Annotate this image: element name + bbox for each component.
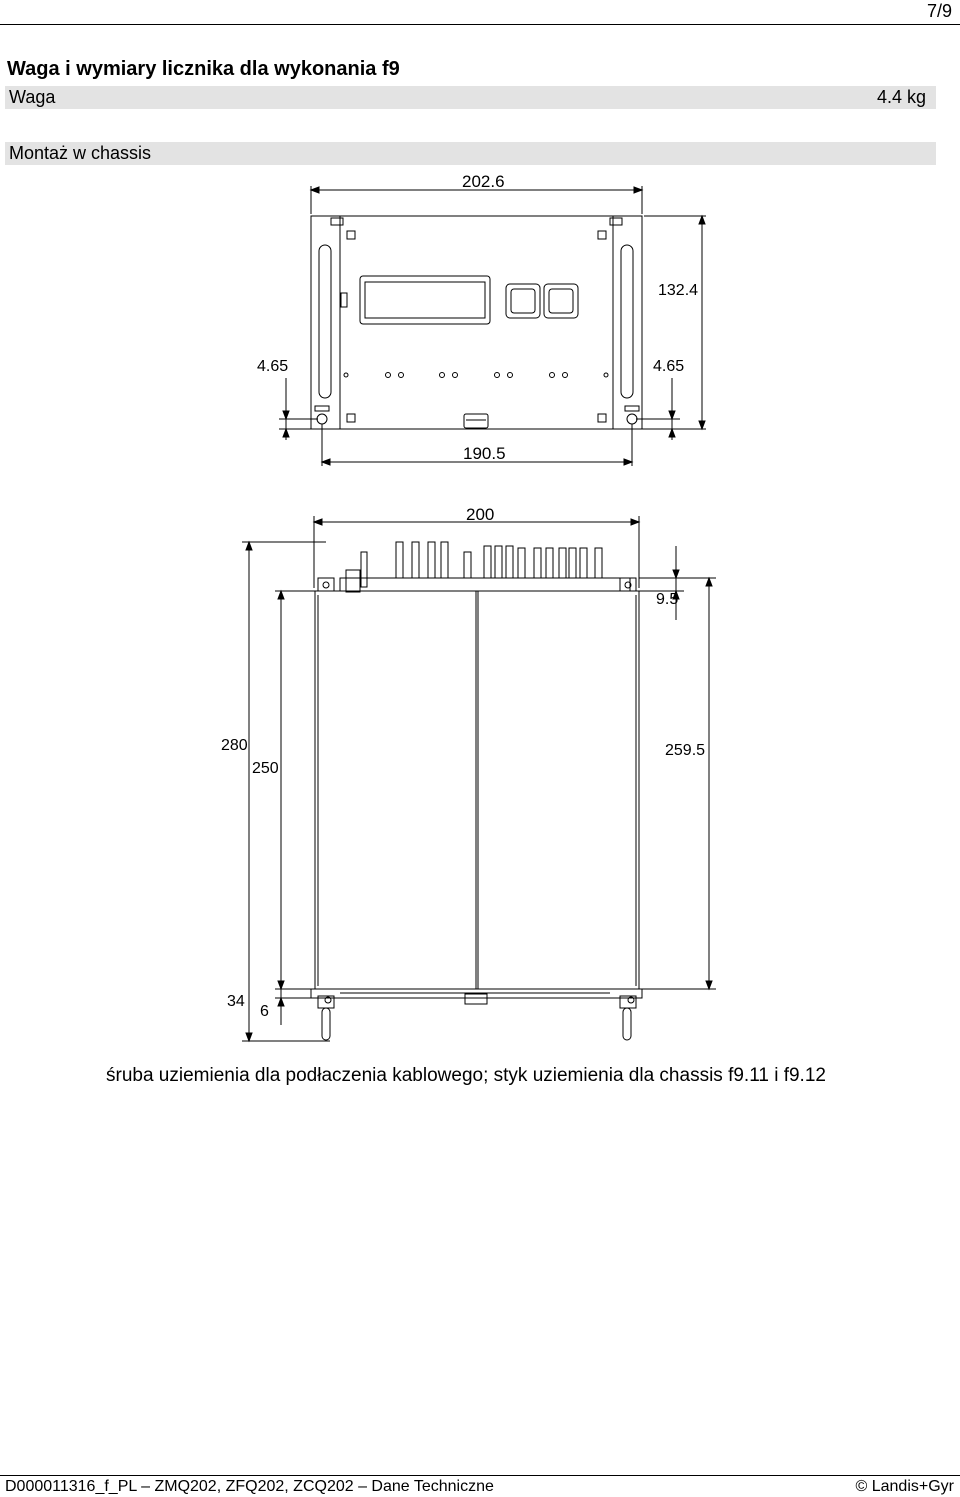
footer-document-id: D000011316_f_PL – ZMQ202, ZFQ202, ZCQ202 – Dane Techniczne bbox=[5, 1478, 494, 1495]
page-number: 7/9 bbox=[926, 1, 952, 21]
footer-copyright: © Landis+Gyr bbox=[855, 1478, 954, 1495]
section-title: Waga i wymiary licznika dla wykonania f9 bbox=[7, 58, 400, 80]
front-view-drawing bbox=[279, 186, 706, 466]
dim-bottom-left: 34 bbox=[227, 993, 245, 1010]
dim-body-height: 250 bbox=[252, 760, 279, 777]
dim-bottom-inner: 6 bbox=[260, 1003, 269, 1020]
dim-left-offset: 4.65 bbox=[257, 358, 289, 375]
footer-rule bbox=[0, 1475, 960, 1476]
mount-label: Montaż w chassis bbox=[9, 143, 152, 163]
side-view-drawing bbox=[242, 516, 716, 1041]
weight-value: 4.4 kg bbox=[876, 87, 926, 107]
dim-depth: 259.5 bbox=[665, 742, 706, 759]
figure-caption: śruba uziemienia dla podłaczenia kablowego; styk uziemienia dla chassis f9.11 i f9.12 bbox=[106, 1065, 826, 1086]
dim-total-height: 280 bbox=[221, 737, 248, 754]
dim-right-offset: 4.65 bbox=[653, 358, 685, 375]
dim-width-total: 202.6 bbox=[462, 172, 505, 191]
weight-label: Waga bbox=[9, 87, 56, 107]
dim-hole-spacing: 190.5 bbox=[463, 444, 506, 463]
dim-side-width: 200 bbox=[466, 505, 495, 524]
dim-height: 132.4 bbox=[658, 282, 699, 299]
dim-top-offset: 9.5 bbox=[656, 591, 679, 608]
